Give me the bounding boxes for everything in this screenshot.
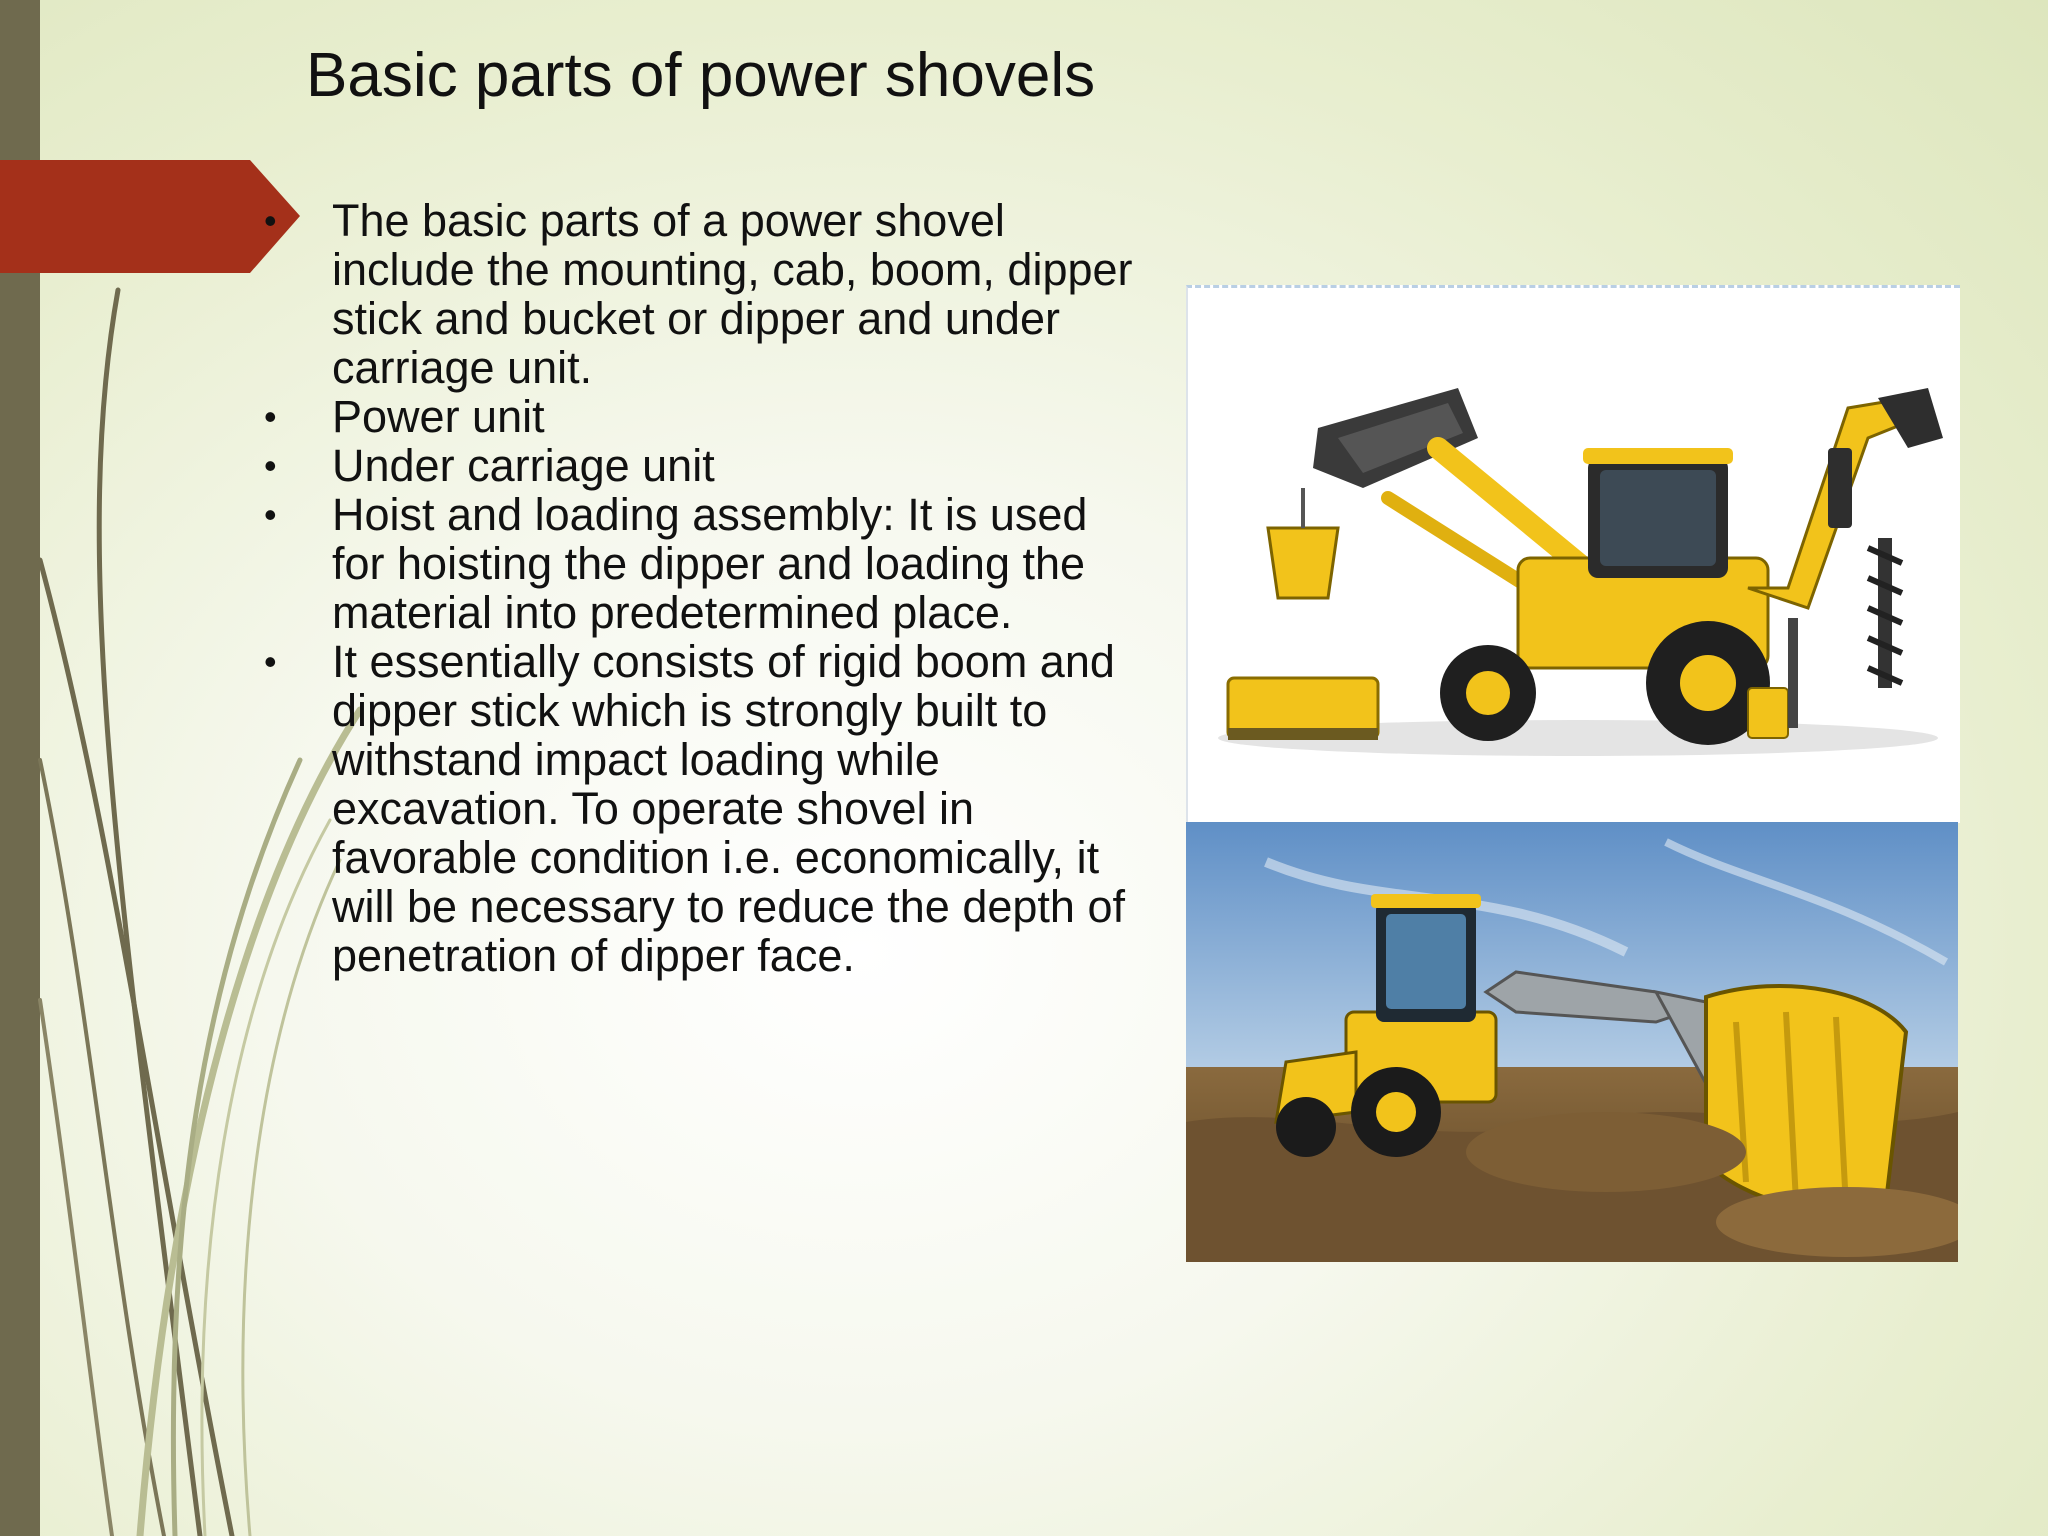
bullet-item [264, 392, 1144, 441]
bullet-text: It essentially consists of rigid boom and dipper stick which is strongly built to withstand impact loading while excavation. To operate shovel in favorable condition i.e. economically, it will be necessary to reduce the depth of penetration of dipper face. [332, 636, 1125, 981]
backhoe-digging-photo [1186, 822, 1958, 1262]
slide-title: Basic parts of power shovels [306, 41, 1096, 110]
backhoe-attachments-photo [1186, 285, 1960, 823]
bullet-list [264, 196, 1144, 980]
bullet-dot: • [264, 200, 277, 241]
bullet-text: Hoist and loading assembly: It is used for hoisting the dipper and loading the material into predetermined place. [332, 489, 1088, 638]
bullet-dot: • [264, 494, 277, 535]
bullet-dot: • [264, 445, 277, 486]
bullet-item [264, 196, 1144, 392]
bullet-item [264, 490, 1144, 637]
bullet-text: Power unit [332, 391, 545, 442]
red-arrow-banner [0, 160, 300, 273]
bullet-text: The basic parts of a power shovel include the mounting, cab, boom, dipper stick and bucket or dipper and under carriage unit. [332, 195, 1133, 393]
bullet-dot: • [264, 641, 277, 682]
bullet-dot: • [264, 396, 277, 437]
bullet-text: Under carriage unit [332, 440, 715, 491]
bullet-item [264, 441, 1144, 490]
bullet-item [264, 637, 1144, 980]
